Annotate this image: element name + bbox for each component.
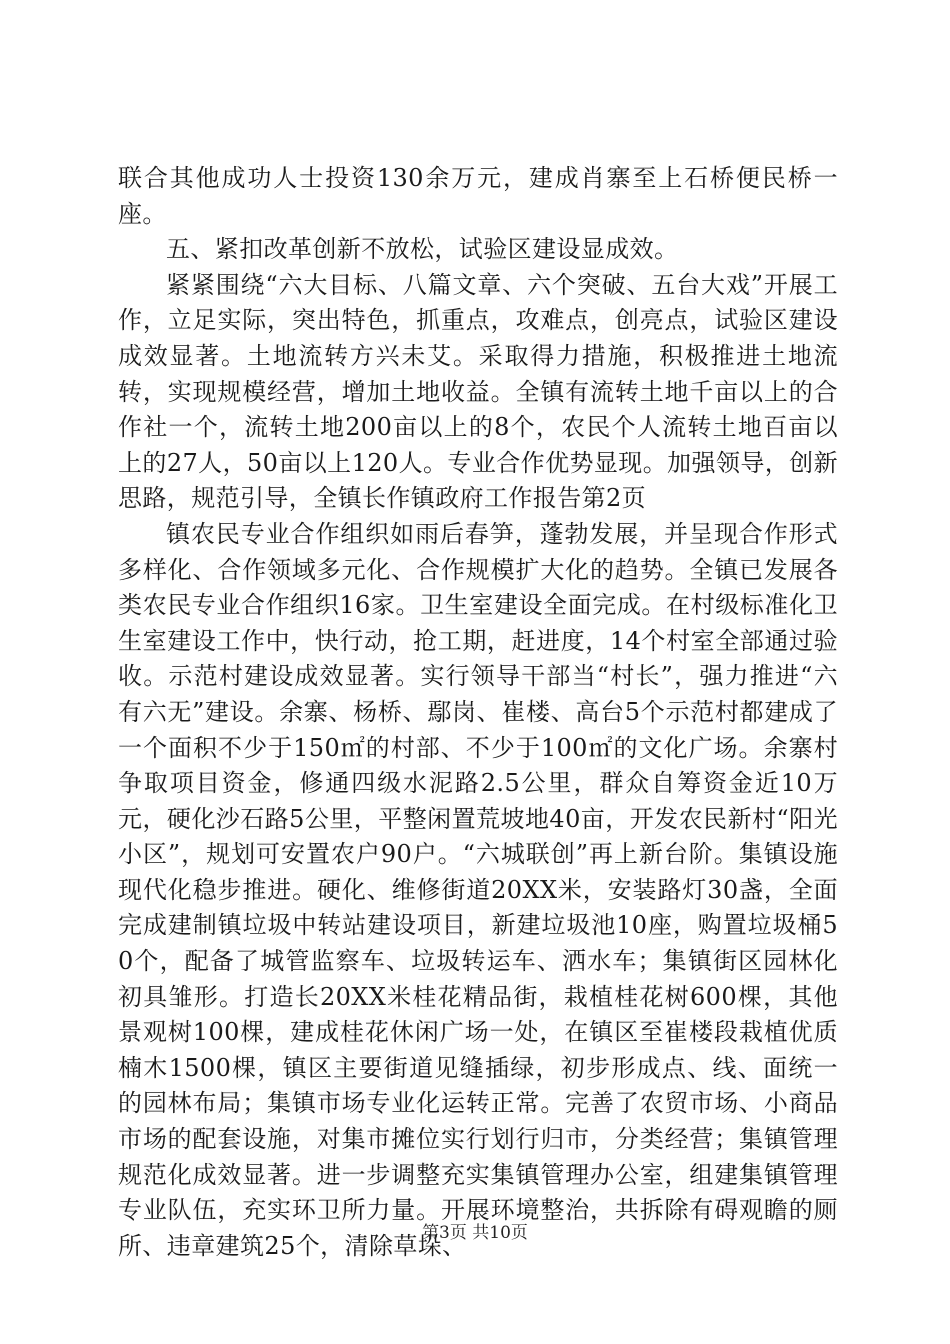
paragraph-4: 镇农民专业合作组织如雨后春笋，蓬勃发展，并呈现合作形式多样化、合作领域多元化、合作规模扩大化的趋势。全镇已发展各类农民专业合作组织16家。卫生室建设全面完成。在村级标准化卫生室建设工作中，快行动，抢工期，赶进度，14个村室全部通过验收。示范村建设成效显著。实行领导干部当“村长”，强力推进“六有六无”建设。余寨、杨桥、鄢岗、崔楼、高台5个示范村都建成了一个面积不少于150㎡的村部、不少于100㎡的文化广场。余寨村争取项目资金，修通四级水泥路2.5公里，群众自筹资金近10万元，硬化沙石路5公里，平整闲置荒坡地40亩，开发农民新村“阳光小区”，规划可安置农户90户。“六城联创”再上新台阶。集镇设施现代化稳步推进。硬化、维修街道20XX米，安装路灯30盏，全面完成建制镇垃圾中转站建设项目，新建垃圾池10座，购置垃圾桶50个，配备了城管监察车、垃圾转运车、洒水车；集镇街区园林化初具雏形。打造长20XX米桂花精品街，栽植桂花树600棵，其他景观树100棵，建成桂花休闲广场一处，在镇区至崔楼段栽植优质楠木1500棵，镇区主要街道见缝插绿，初步形成点、线、面统一的园林布局；集镇市场专业化运转正常。完善了农贸市场、小商品市场的配套设施，对集市摊位实行划行归市，分类经营；集镇管理规范化成效显著。进一步调整充实集镇管理办公室，组建集镇管理专业队伍，充实环卫所力量。开展环境整治，共拆除有碍观瞻的厕所、违章建筑25个，清除草垛、 — [118, 519, 838, 1260]
paragraph-2-section-heading: 五、紧扣改革创新不放松，试验区建设显成效。 — [166, 235, 679, 264]
page-footer: 第3页 共10页 — [422, 1223, 528, 1243]
paragraph-1: 联合其他成功人士投资130余万元，建成肖寨至上石桥便民桥一座。 — [118, 164, 838, 228]
document-body — [118, 161, 838, 1264]
paragraph-3: 紧紧围绕“六大目标、八篇文章、六个突破、五台大戏”开展工作，立足实际，突出特色，抓重点，攻难点，创亮点，试验区建设成效显著。土地流转方兴未艾。采取得力措施，积极推进土地流转，实现规模经营，增加土地收益。全镇有流转土地千亩以上的合作社一个，流转土地200亩以上的8个，农民个人流转土地百亩以上的27人，50亩以上120人。专业合作优势显现。加强领导，创新思路，规范引导，全镇长作镇政府工作报告第2页 — [118, 270, 838, 513]
